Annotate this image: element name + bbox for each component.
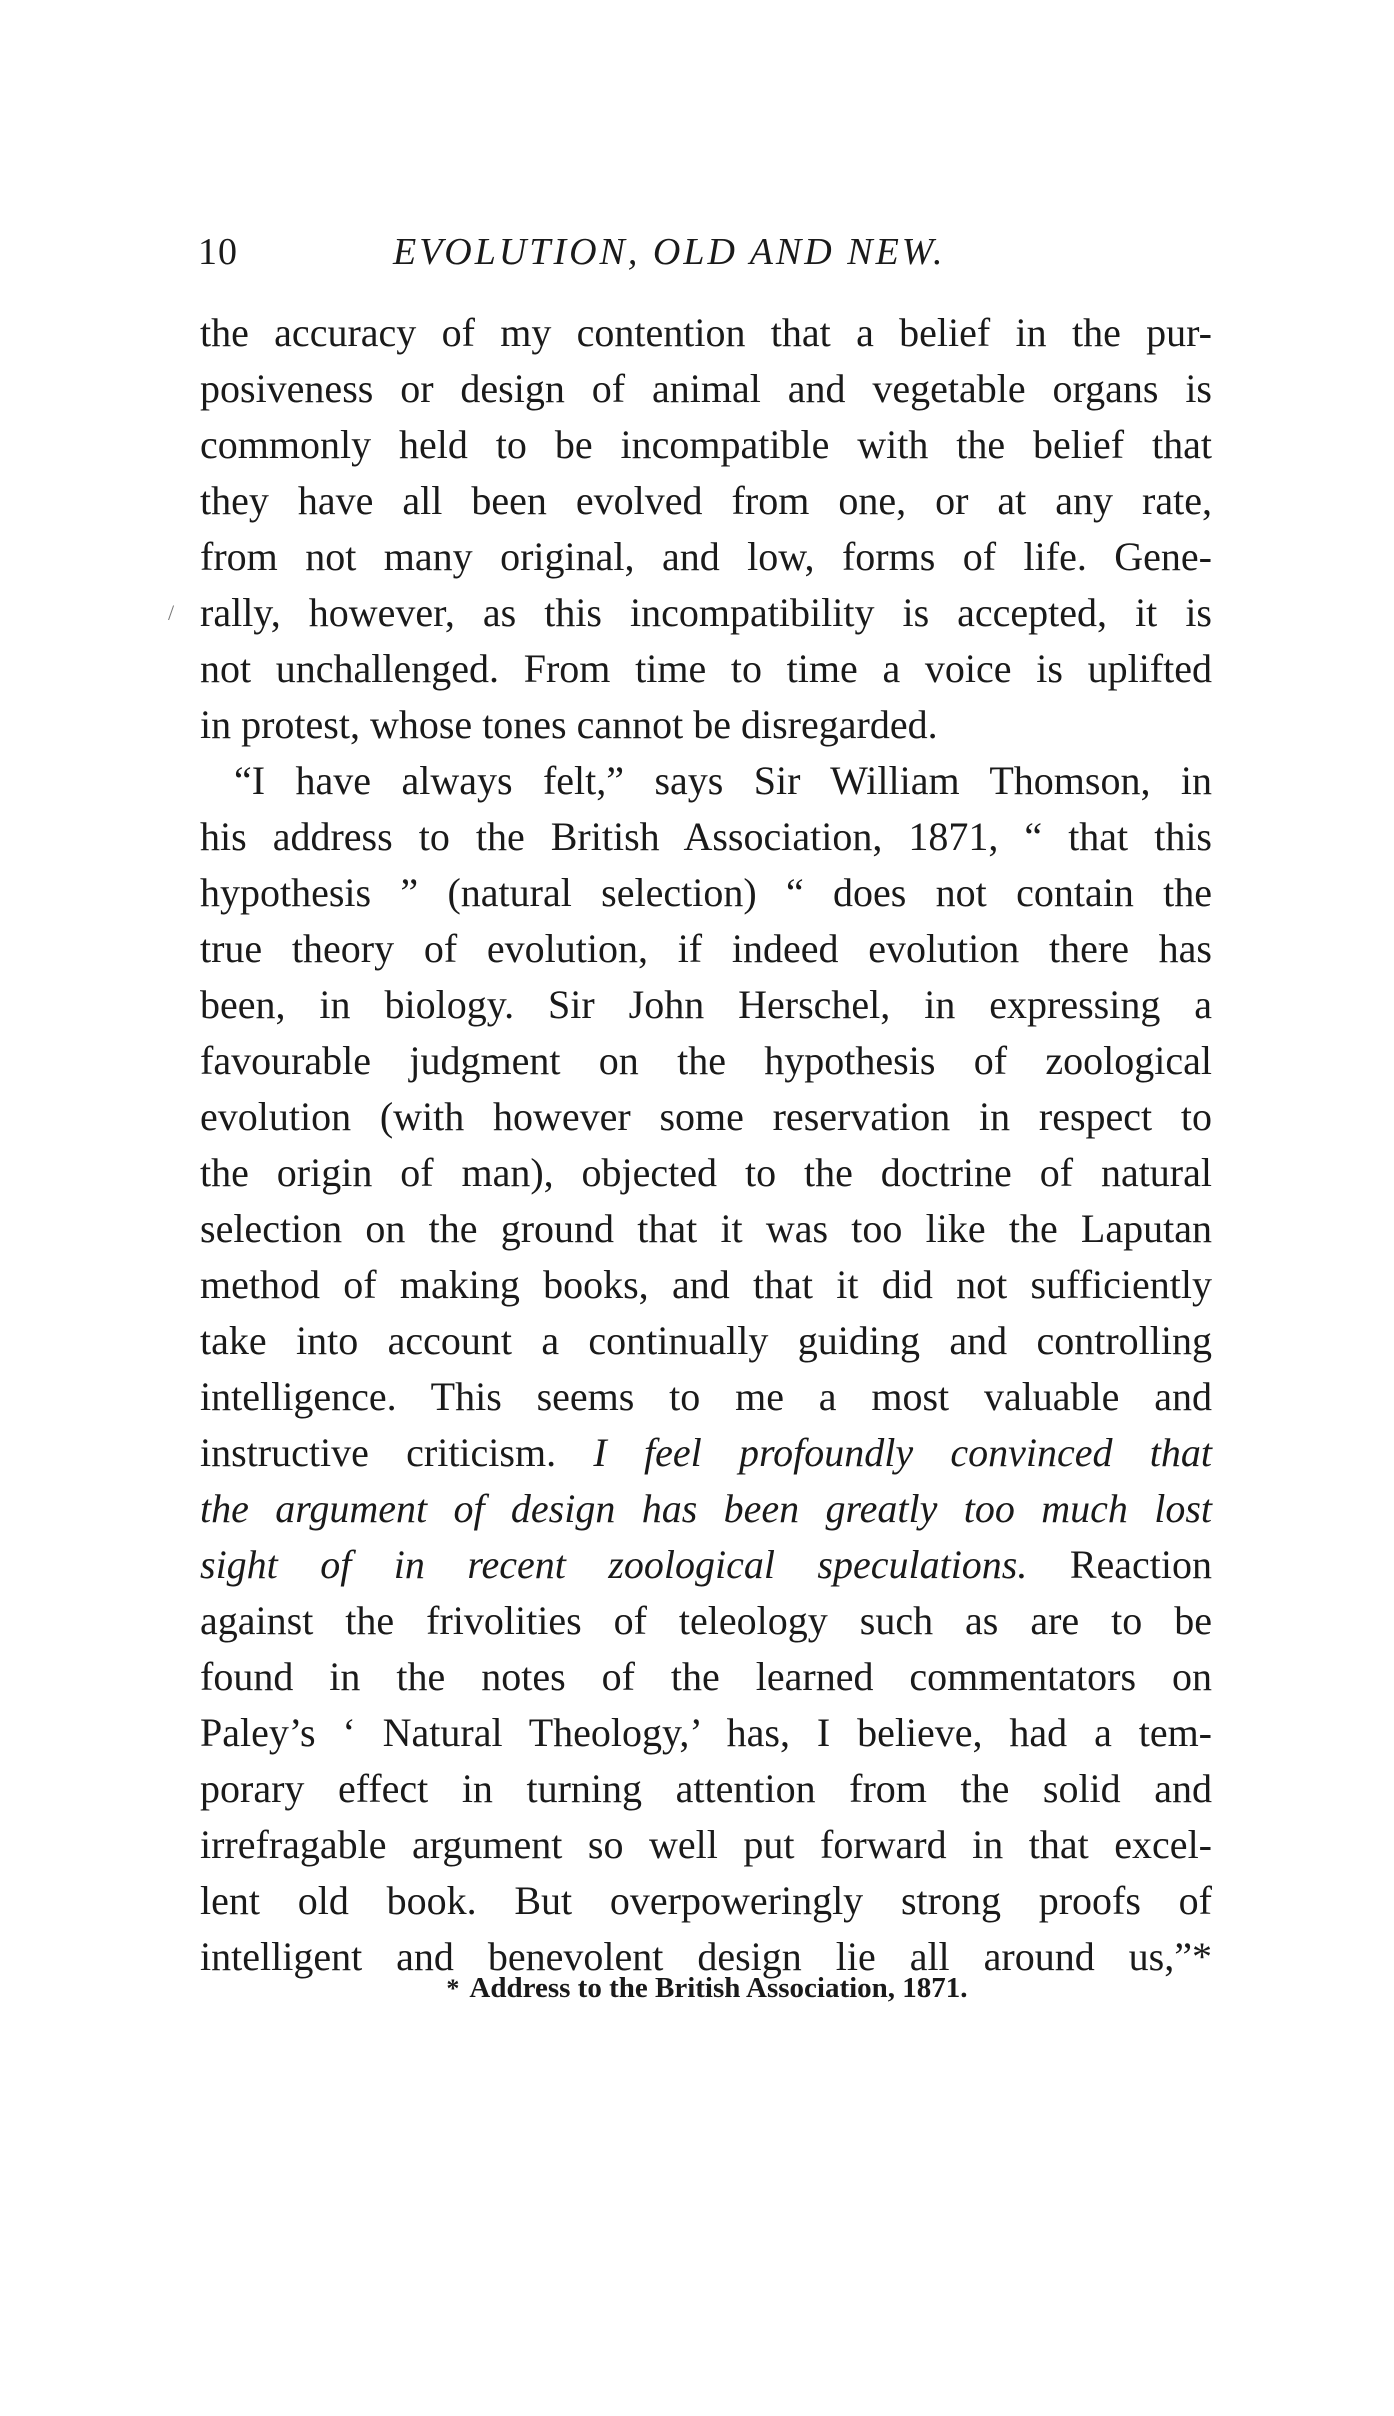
text-line: his address to the British Association, 1871, “ that this [200, 814, 1212, 859]
text-line: evolution (with however some reservation in respect to [200, 1094, 1212, 1139]
text-line: posiveness or design of animal and vegetable organs is [200, 366, 1212, 411]
text-line: rally, however, as this incompatibility is accepted, it is [200, 590, 1212, 635]
text-line: hypothesis ” (natural selection) “ does not contain the [200, 870, 1212, 915]
margin-mark: / [168, 600, 175, 625]
text-line: favourable judgment on the hypothesis of zoological [200, 1038, 1212, 1083]
text-line: intelligence. This seems to me a most valuable and [200, 1374, 1212, 1419]
text-line [200, 1425, 1212, 1481]
text-line [200, 1481, 1212, 1537]
text-line: true theory of evolution, if indeed evolution there has [200, 926, 1212, 971]
text-line: Paley’s ‘ Natural Theology,’ has, I believe, had a tem- [200, 1710, 1212, 1755]
text-line: found in the notes of the learned commentators on [200, 1654, 1212, 1699]
text-line: “I have always felt,” says Sir William Thomson, in [234, 758, 1212, 803]
text-line [200, 1537, 1212, 1593]
text-line: the origin of man), objected to the doctrine of natural [200, 1150, 1212, 1195]
text-line: they have all been evolved from one, or at any rate, [200, 478, 1212, 523]
text-line: porary effect in turning attention from the solid and [200, 1766, 1212, 1811]
text-line: selection on the ground that it was too like the Laputan [200, 1206, 1212, 1251]
text-line: from not many original, and low, forms of life. Gene- [200, 534, 1212, 579]
text-line: in protest, whose tones cannot be disregarded. [200, 702, 938, 747]
text-italic: sight of in recent zoological speculations. [200, 1542, 1028, 1587]
footnote-text: Address to the British Association, 1871. [469, 1972, 968, 2004]
text-roman: instructive criticism. [200, 1430, 594, 1475]
text-line: method of making books, and that it did not sufficiently [200, 1262, 1212, 1307]
body-text [200, 305, 1212, 1985]
text-italic: I feel profoundly convinced that [593, 1430, 1212, 1475]
footnote [0, 1968, 1394, 2009]
text-line: lent old book. But overpoweringly strong proofs of [200, 1878, 1212, 1923]
text-line: take into account a continually guiding and controlling [200, 1318, 1212, 1363]
text-line: intelligent and benevolent design lie all around us,”* [200, 1934, 1212, 1979]
text-line: not unchallenged. From time to time a voice is uplifted [200, 646, 1212, 691]
text-line: against the frivolities of teleology such as are to be [200, 1598, 1212, 1643]
text-line: commonly held to be incompatible with the belief that [200, 422, 1212, 467]
text-line: been, in biology. Sir John Herschel, in expressing a [200, 982, 1212, 1027]
text-line: the accuracy of my contention that a belief in the pur- [200, 310, 1212, 355]
running-title: EVOLUTION, OLD AND NEW. [393, 231, 946, 273]
text-italic: the argument of design has been greatly too much lost [200, 1486, 1212, 1531]
running-head [198, 222, 1218, 282]
text-roman: Reaction [1027, 1542, 1212, 1587]
text-line: irrefragable argument so well put forward in that excel- [200, 1822, 1212, 1867]
footnote-marker: * [446, 1974, 460, 2003]
page-number: 10 [198, 231, 238, 273]
